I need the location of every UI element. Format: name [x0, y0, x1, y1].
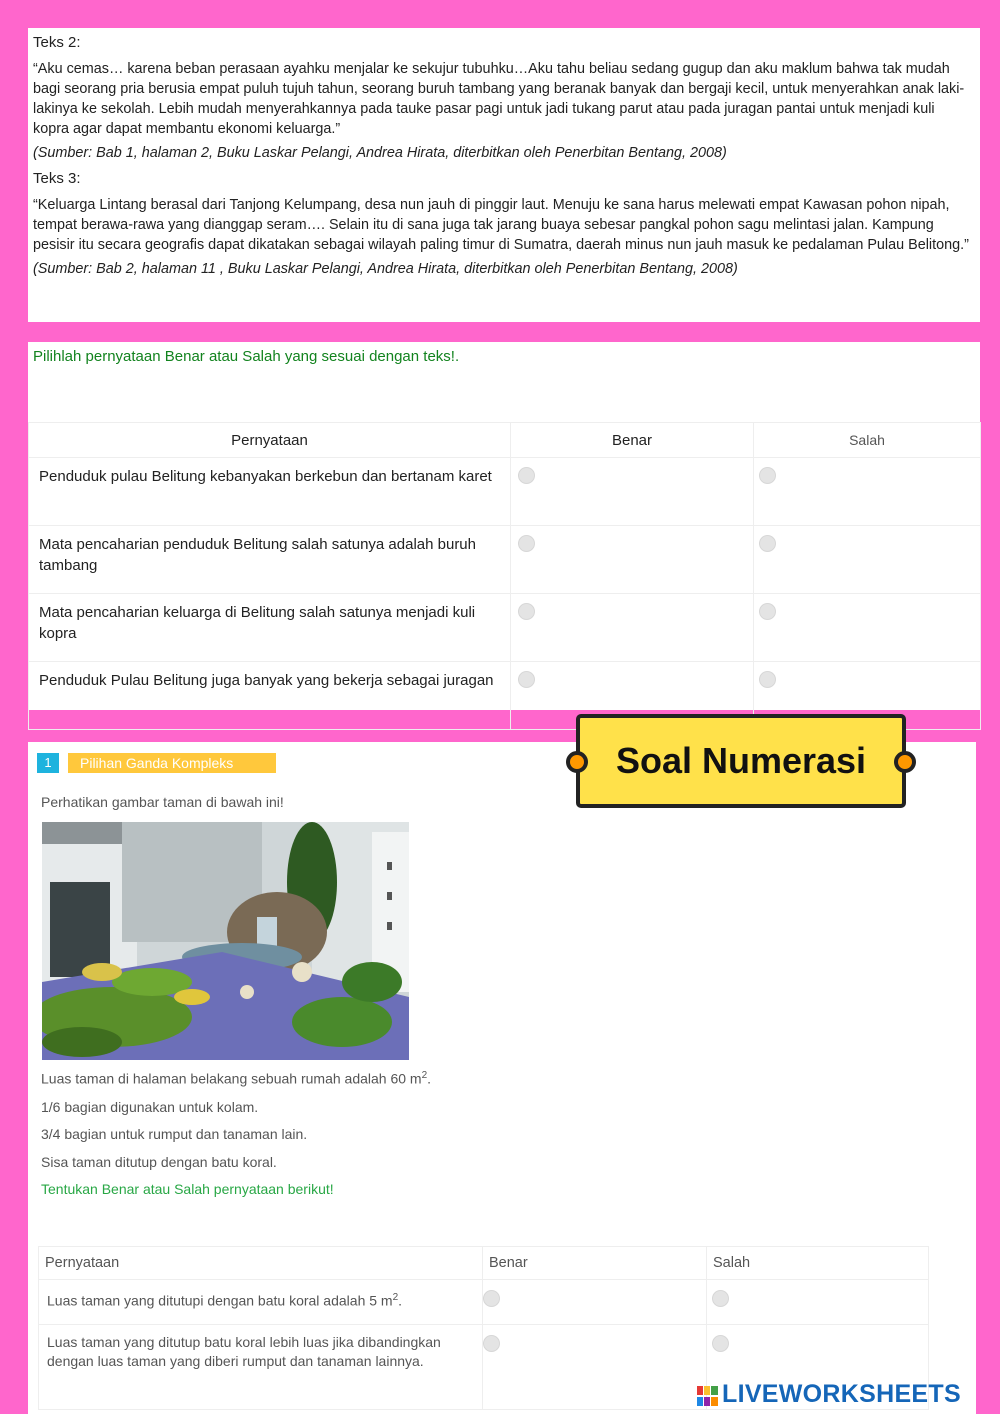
liveworksheets-logo-icon [697, 1386, 719, 1406]
teks3-body: “Keluarga Lintang berasal dari Tanjong Kelumpang, desa nun jauh di pinggir laut. Menuju ke sana harus melewati empat Kawasan pohon nipah, tempat berawa-rawa yang dianggap seram…. Selain itu di sana juga tak jarang buaya sebesar pangkal pohon sagu melintasi jalan. Kampung pesisir itu secara geografis dapat dikatakan sebagai wilayah paling timur di Sumatra, daerah minus nun jauh masuk ke pedalaman Pulau Belitong.” [33, 197, 969, 253]
area-superscript: 2 [421, 1070, 428, 1081]
benar-cell [511, 594, 754, 662]
teks3-heading: Teks 3: [33, 170, 81, 187]
quiz1-table [28, 422, 981, 730]
benar-radio[interactable] [518, 467, 535, 484]
header-salah: Salah [707, 1247, 929, 1280]
teks2-heading: Teks 2: [33, 34, 81, 51]
statement-text: Penduduk pulau Belitung kebanyakan berkebun dan bertanam karet [29, 458, 511, 526]
salah-radio[interactable] [712, 1290, 729, 1307]
true-false-quiz-panel [28, 342, 980, 710]
salah-radio[interactable] [759, 603, 776, 620]
row1-text: Luas taman yang ditutupi dengan batu koral adalah 5 m [47, 1292, 393, 1309]
teks3-source: (Sumber: Bab 2, halaman 11 , Buku Laskar Pelangi, Andrea Hirata, diterbitkan oleh Penerbitan Bentang, 2008) [33, 261, 738, 277]
banner-title: Soal Numerasi [615, 740, 867, 781]
benar-radio[interactable] [483, 1290, 500, 1307]
row1-superscript: 2 [392, 1292, 399, 1303]
table-row [29, 526, 981, 594]
teks2-body: “Aku cemas… karena beban perasaan ayahku menjalar ke sekujur tubuhku…Aku tahu beliau sedang gugup dan aku maklum bahwa tak mudah bagi seorang pria berusia empat puluh tujuh tahun, seorang buruh tambang yang beranak banyak dan bergaji kecil, untuk menyerahkan anak laki-lakinya ke sekolah. Lebih mudah menyerahkannya pada tauke pasar pagi untuk jadi tukang parut atau pada juragan pantai untuk menjadi kuli kopra agar dapat membantu ekonomi keluarga.” [33, 61, 965, 137]
statement-text: Mata pencaharian keluarga di Belitung salah satunya menjadi kuli kopra [29, 594, 511, 662]
garden-illustration [42, 822, 409, 1060]
statement-text: Penduduk Pulau Belitung juga banyak yang bekerja sebagai juragan [29, 662, 511, 730]
table-row [39, 1280, 929, 1325]
benar-radio[interactable] [483, 1335, 500, 1352]
salah-cell [754, 458, 981, 526]
quiz1-header-row [29, 423, 981, 458]
soal-numerasi-banner [576, 714, 906, 808]
area-text: Luas taman di halaman belakang sebuah rumah adalah 60 m [41, 1070, 422, 1087]
numerasi-header-row [39, 1247, 929, 1280]
salah-cell [754, 594, 981, 662]
salah-radio[interactable] [759, 671, 776, 688]
area-statement [41, 1070, 431, 1087]
salah-cell [707, 1280, 929, 1325]
salah-radio[interactable] [712, 1335, 729, 1352]
header-benar: Benar [483, 1247, 707, 1280]
grass-statement: 3/4 bagian untuk rumput dan tanaman lain. [41, 1126, 308, 1142]
banner-left-dot-icon [566, 751, 588, 773]
watermark-text: LIVEWORKSHEETS [722, 1380, 961, 1408]
benar-cell [483, 1280, 707, 1325]
teks2-source: (Sumber: Bab 1, halaman 2, Buku Laskar Pelangi, Andrea Hirata, diterbitkan oleh Penerbitan Bentang, 2008) [33, 145, 727, 161]
table-row [29, 594, 981, 662]
benar-cell [511, 526, 754, 594]
benar-cell [511, 458, 754, 526]
reading-texts-panel [28, 28, 980, 322]
row1-end: . [398, 1292, 403, 1309]
question-type-badge: Pilihan Ganda Kompleks [68, 753, 276, 773]
benar-radio[interactable] [518, 603, 535, 620]
statement-text: Luas taman yang ditutup batu koral lebih luas jika dibandingkan dengan luas taman yang diberi rumput dan tanaman lainnya. [39, 1325, 483, 1410]
salah-radio[interactable] [759, 467, 776, 484]
question-number-badge: 1 [37, 753, 59, 773]
benar-radio[interactable] [518, 671, 535, 688]
statement-text [39, 1280, 483, 1325]
numeracy-question-panel [28, 742, 976, 1414]
numerasi-instruction: Tentukan Benar atau Salah pernyataan berikut! [41, 1181, 334, 1197]
table-row [29, 458, 981, 526]
pond-statement: 1/6 bagian digunakan untuk kolam. [41, 1099, 259, 1115]
coral-statement: Sisa taman ditutup dengan batu koral. [41, 1154, 277, 1170]
area-end: . [427, 1070, 432, 1087]
liveworksheets-watermark [697, 1380, 997, 1410]
banner-right-dot-icon [894, 751, 916, 773]
header-pernyataan: Pernyataan [29, 423, 511, 458]
header-pernyataan: Pernyataan [39, 1247, 483, 1280]
header-benar: Benar [511, 423, 754, 458]
salah-cell [754, 526, 981, 594]
garden-photo [42, 822, 409, 1060]
salah-radio[interactable] [759, 535, 776, 552]
header-salah: Salah [754, 423, 981, 458]
benar-cell [483, 1325, 707, 1410]
benar-radio[interactable] [518, 535, 535, 552]
quiz1-instruction: Pilihlah pernyataan Benar atau Salah yang sesuai dengan teks!. [33, 348, 460, 365]
statement-text: Mata pencaharian penduduk Belitung salah satunya adalah buruh tambang [29, 526, 511, 594]
question-intro: Perhatikan gambar taman di bawah ini! [41, 794, 284, 810]
